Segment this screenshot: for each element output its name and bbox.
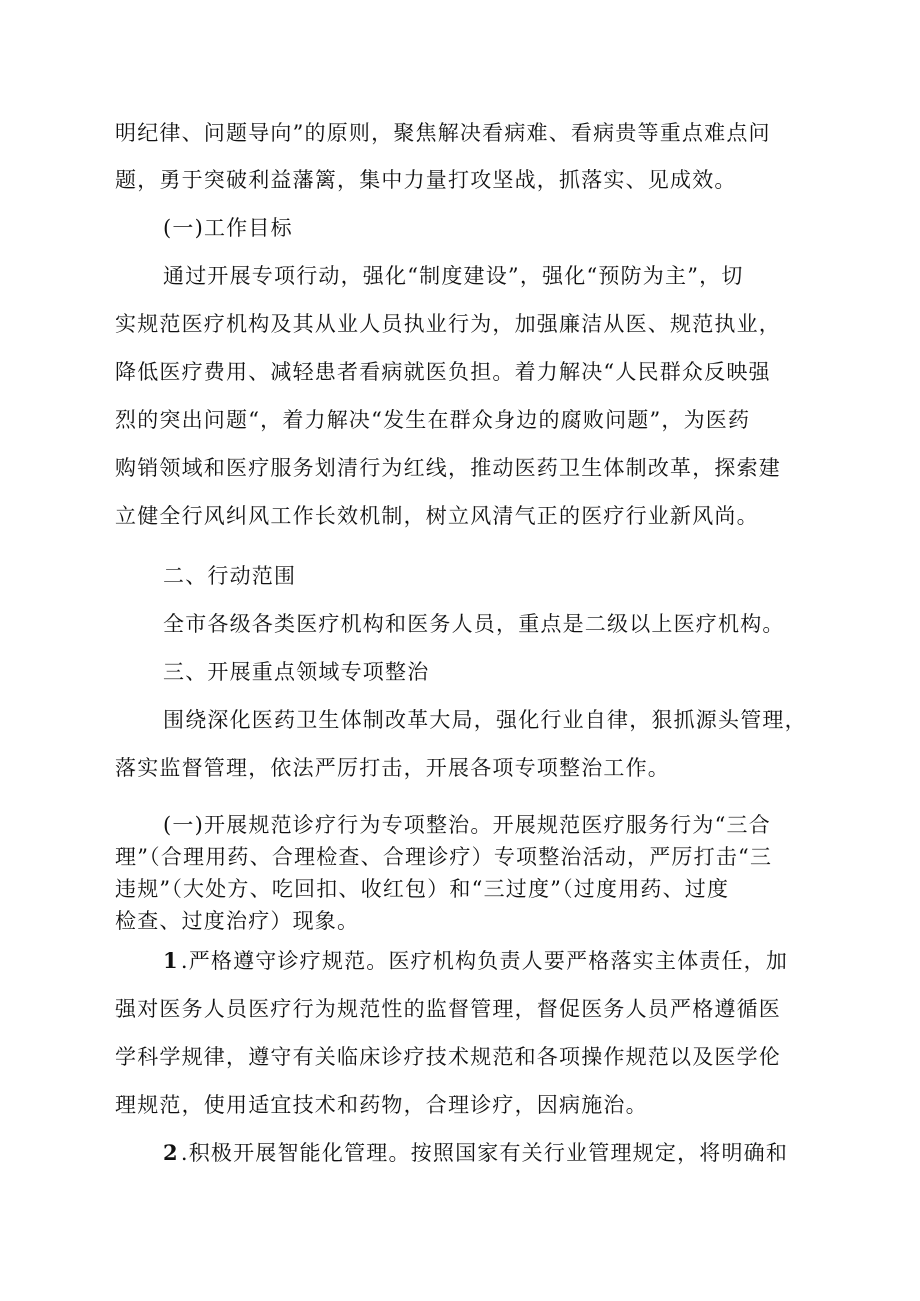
paragraph-line: 违规”（大处方、吃回扣、收红包）和“三过度”（过度用药、过度 [115, 877, 730, 901]
section-heading: 三、开展重点领域专项整治 [163, 660, 430, 684]
list-number: 1 [163, 948, 179, 973]
paragraph-line: 实规范医疗机构及其从业人员执业行为，加强廉洁从医、规范执业， [115, 312, 781, 336]
paragraph-line: 购销领域和医疗服务划清行为红线，推动医药卫生体制改革，探索建 [115, 456, 781, 480]
paragraph-line: 理规范，使用适宜技术和药物，合理诊疗，因病施治。 [115, 1093, 648, 1117]
paragraph-line: 通过开展专项行动，强化“制度建设”，强化“预防为主”，切 [163, 264, 744, 288]
section-heading: 二、行动范围 [163, 564, 297, 588]
paragraph-line: 理”（合理用药、合理检查、合理诊疗）专项整治活动，严厉打击“三 [115, 845, 773, 869]
paragraph-line: 强对医务人员医疗行为规范性的监督管理，督促医务人员严格遵循医 [115, 997, 781, 1021]
section-heading: (一)工作目标 [163, 216, 293, 240]
paragraph-line: 立健全行风纠风工作长效机制，树立风清气正的医疗行业新风尚。 [115, 504, 759, 528]
paragraph-line: 落实监督管理，依法严厉打击，开展各项专项整治工作。 [115, 756, 670, 780]
paragraph-line: 题，勇于突破利益藩篱，集中力量打攻坚战，抓落实、见成效。 [115, 168, 737, 192]
paragraph-line: 明纪律、问题导向”的原则，聚焦解决看病难、看病贵等重点难点问 [115, 121, 771, 145]
paragraph-line: 学科学规律，遵守有关临床诊疗技术规范和各项操作规范以及医学伦 [115, 1045, 781, 1069]
paragraph-line: 围绕深化医药卫生体制改革大局，强化行业自律，狠抓源头管理， [163, 708, 807, 732]
list-item-text: .严格遵守诊疗规范。医疗机构负责人要严格落实主体责任，加 [180, 949, 789, 973]
paragraph-line: 烈的突出问题“，着力解决“发生在群众身边的腐败问题”，为医药 [115, 408, 751, 432]
paragraph-line: 全市各级各类医疗机构和医务人员，重点是二级以上医疗机构。 [163, 612, 785, 636]
paragraph-line: 降低医疗费用、减轻患者看病就医负担。着力解决“人民群众反映强 [115, 360, 771, 384]
list-item-1 [163, 948, 788, 974]
paragraph-line: (一)开展规范诊疗行为专项整治。开展规范医疗服务行为“三合 [163, 813, 771, 837]
list-item-text: .积极开展智能化管理。按照国家有关行业管理规定，将明确和 [180, 1141, 789, 1165]
paragraph-line: 检查、过度治疗）现象。 [115, 909, 360, 933]
list-item-2 [163, 1140, 788, 1166]
list-number: 2 [163, 1140, 179, 1165]
